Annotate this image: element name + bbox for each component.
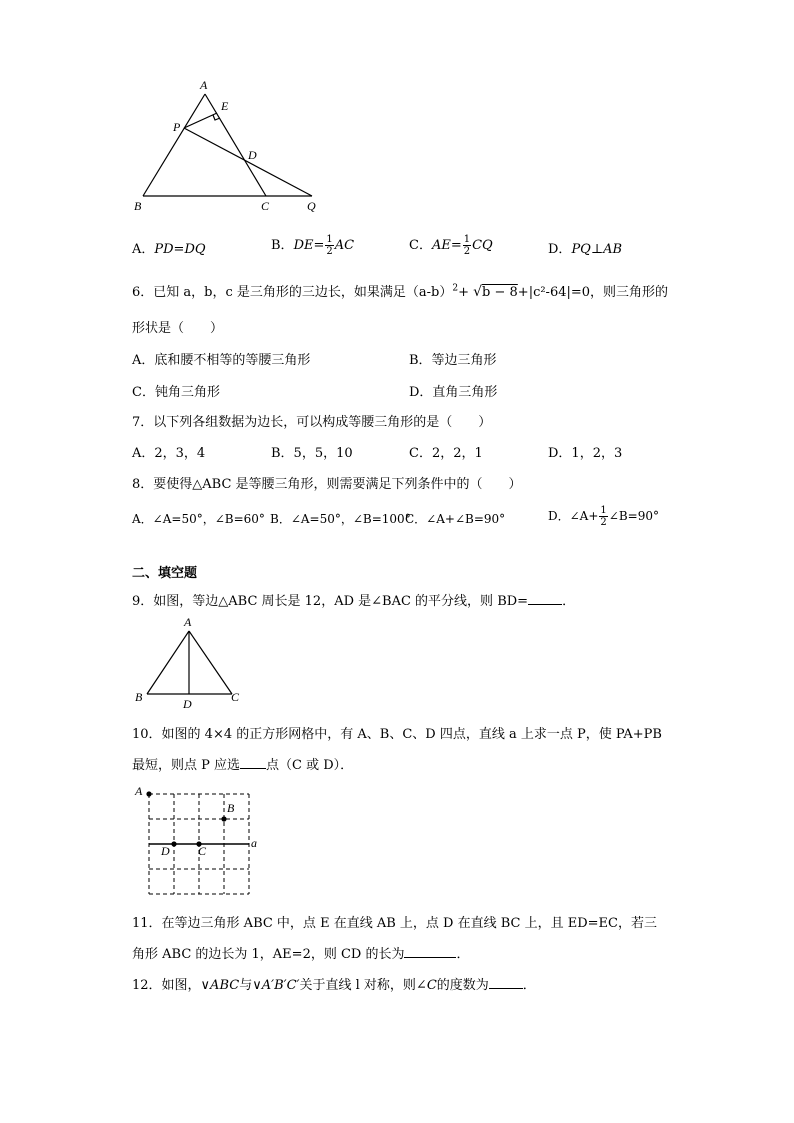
section-title: 二、填空题 xyxy=(132,566,198,581)
q8-option-b[interactable]: B．∠A=50°，∠B=100° xyxy=(270,512,411,526)
q5-option-a[interactable]: A．PD=DQ xyxy=(132,242,206,257)
q12-stem: 12．如图，∨ABC与∨A′B′C′关于直线 l 对称，则∠C的度数为 ． xyxy=(132,978,536,993)
q7-option-a[interactable]: A．2，3，4 xyxy=(132,446,206,461)
q8-stem: 8．要使得△ABC 是等腰三角形，则需要满足下列条件中的（ ） xyxy=(132,477,522,492)
answer-blank[interactable] xyxy=(404,957,456,958)
label-C: C xyxy=(261,199,270,213)
q7-option-d[interactable]: D．1，2，3 xyxy=(548,446,623,461)
q9-stem: 9．如图，等边△ABC 周长是 12，AD 是∠BAC 的平分线，则 BD= ． xyxy=(132,594,576,609)
q5-option-c[interactable]: C．AE= $\frac{1}{2}$ CQ xyxy=(409,234,493,257)
fraction-half: $\frac{1}{2}$ xyxy=(326,234,333,257)
label-a: a xyxy=(251,836,257,850)
q6-option-b[interactable]: B．等边三角形 xyxy=(409,353,497,368)
q8-option-a[interactable]: A．∠A=50°，∠B=60° xyxy=(132,512,265,526)
q10-stem-line2: 最短，则点 P 应选 点（C 或 D）． xyxy=(132,758,354,773)
point-D xyxy=(171,841,176,846)
q6-stem-line2: 形状是（ ） xyxy=(132,321,224,336)
q8-option-c[interactable]: C．∠A+∠B=90° xyxy=(405,512,506,526)
q11-stem-line1: 11．在等边三角形 ABC 中，点 E 在直线 AB 上，点 D 在直线 BC 上，且 ED=EC，若三 xyxy=(132,916,657,931)
label-D: D xyxy=(161,844,170,858)
label-B: B xyxy=(135,690,143,704)
q7-option-b[interactable]: B．5，5，10 xyxy=(271,446,353,461)
q6-stem-line1: 6．已知 a，b，c 是三角形的三边长，如果满足$(a-b)^2+ √b - 8+|c^2-64|=0$，则三角形的 xyxy=(132,283,669,300)
label-D: D xyxy=(183,697,192,711)
label-P: P xyxy=(173,120,181,134)
answer-blank[interactable] xyxy=(489,988,523,989)
q10-stem-line1: 10．如图的 4×4 的正方形网格中，有 A、B、C、D 四点，直线 a 上求一点 P，使 PA+PB xyxy=(132,727,662,742)
sqrt-radicand: b − 8 xyxy=(482,285,518,300)
q7-stem: 7．以下列各组数据为边长，可以构成等腰三角形的是（ ） xyxy=(132,415,492,430)
label-A: A xyxy=(135,784,143,798)
label-A: A xyxy=(184,615,192,629)
q5-option-b[interactable]: B．DE= $\frac{1}{2}$ AC xyxy=(271,234,355,257)
label-B: B xyxy=(227,801,235,815)
q7-option-c[interactable]: C．2，2，1 xyxy=(409,446,483,461)
q5-option-d[interactable]: D．PQ⊥AB xyxy=(548,242,623,257)
q6-option-c[interactable]: C．钝角三角形 xyxy=(132,385,220,400)
label-A: A xyxy=(200,78,208,92)
point-A xyxy=(146,791,151,796)
label-E: E xyxy=(221,99,229,113)
label-B: B xyxy=(134,199,142,213)
q11-stem-line2: 角形 ABC 的边长为 1，AE=2，则 CD 的长为 ． xyxy=(132,947,470,962)
q6-option-d[interactable]: D．直角三角形 xyxy=(409,385,498,400)
q6-option-a[interactable]: A．底和腰不相等的等腰三角形 xyxy=(132,353,311,368)
label-Q: Q xyxy=(307,199,316,213)
q8-option-d[interactable]: D．∠A+ $\frac{1}{2}$ ∠B=90° xyxy=(548,505,659,528)
label-C: C xyxy=(231,690,240,704)
fraction-half: $\frac{1}{2}$ xyxy=(463,234,471,257)
label-D: D xyxy=(248,148,257,162)
label-C: C xyxy=(198,844,207,858)
fraction-half: $\frac{1}{2}$ xyxy=(600,505,607,528)
point-B xyxy=(221,816,226,821)
